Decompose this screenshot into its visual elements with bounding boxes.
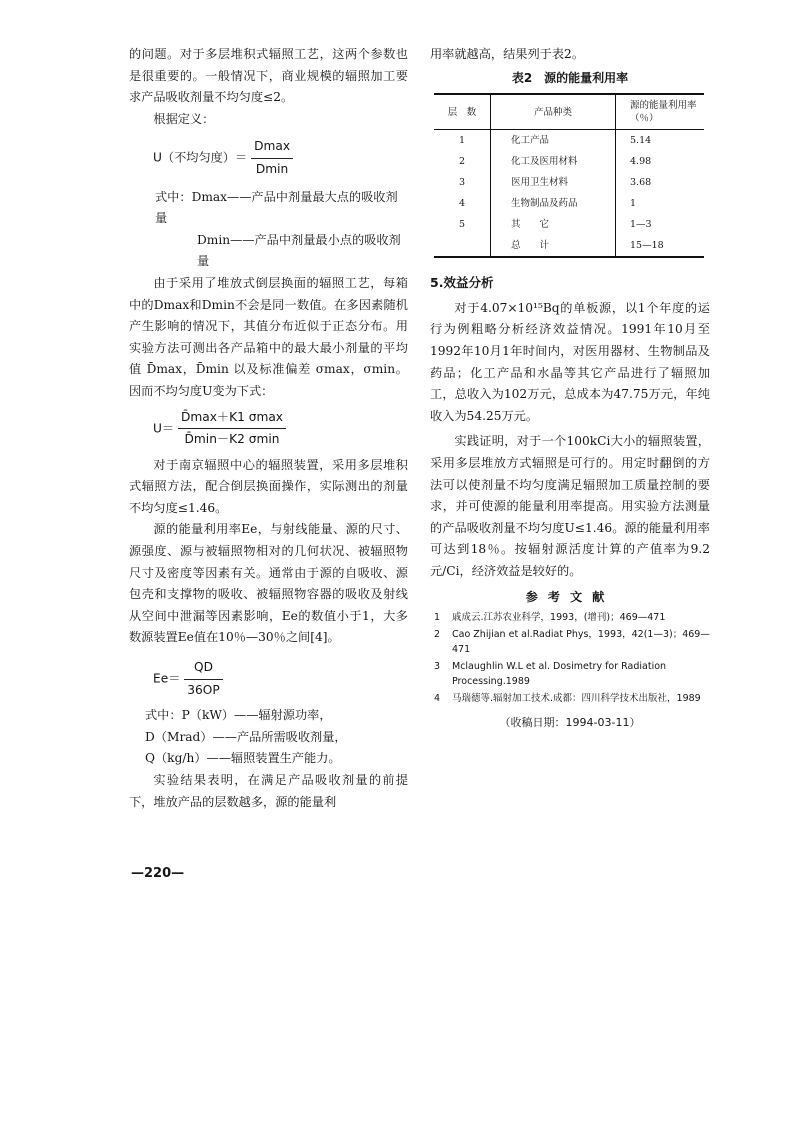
where-2-intro: 式中：: [145, 708, 182, 723]
left-paragraph-4: 对于南京辐照中心的辐照装置，采用多层堆积式辐照方法，配合倒层换面操作，实际测出的剂量不均匀度≤1.46。: [129, 457, 408, 515]
formula-3-denominator: 36OP: [187, 682, 220, 697]
table-cell: [491, 193, 616, 214]
right-paragraph-2: 对于4.07×10¹⁵Bq的单板源，以1个年度的运行为例粗略分析经济效益情况。1991年10月至1992年10月1年时间内，对医用器材、生物制品及药品；化工产品和水晶等其它产品进行了辐照加工，总收入为102万元，总成本为47.75万元，年纯收入为54.25万元。: [430, 300, 710, 423]
received-date: （收稿日期：1994-03-11）: [499, 716, 641, 730]
where-2-item-2: D（Mrad）——产品所需吸收剂量，: [145, 729, 347, 744]
where-2-item-1: P（kW）——辐射源功率，: [181, 708, 332, 723]
references-list: [430, 610, 710, 706]
table-cell-text: 医用卫生材料: [511, 177, 569, 189]
table-row: [434, 235, 704, 257]
formula-2-fraction: [178, 407, 286, 451]
reference-text: 戚成云.江苏农业科学，1993，(增刊)；469—471: [452, 612, 666, 624]
table-cell: 3.68: [630, 177, 652, 189]
table-cell: [491, 172, 616, 193]
table-cell-text: 生物制品及药品: [511, 198, 578, 210]
table-cell: 15—18: [616, 235, 705, 257]
table-cell-text: 总 计: [511, 240, 550, 252]
reference-text: Cao Zhijian et al.Radiat Phys，1993，42(1—3)；469—471: [452, 629, 710, 656]
table-cell: [491, 214, 616, 235]
formula-3-numerator: QD: [184, 657, 222, 680]
reference-item: [430, 691, 710, 706]
page-number: —220—: [131, 866, 185, 881]
reference-text: Mclaughlin W.L et al. Dosimetry for Radiation Processing.1989: [452, 661, 667, 688]
table-header-layers: 层 数: [434, 94, 491, 130]
left-paragraph-2: 根据定义：: [153, 111, 215, 126]
right-paragraph-3: 实践证明，对于一个100kCi大小的辐照装置，采用多层堆放方式辐照是可行的。用定时翻倒的方法可以使剂量不均匀度满足辐照加工质量控制的要求，并可使源的能量利用率提高。用实验方法测量的产品吸收剂量不均匀度U≤1.46。源的能量利用率可达到18％。按辐射源活度计算的产值率为9.2元/Ci，经济效益是较好的。: [430, 434, 710, 578]
reference-item: [430, 659, 710, 689]
references-title: 参考文献: [525, 589, 615, 604]
formula-2-numerator: D̄max＋K1 σmax: [178, 407, 286, 430]
table-header-row: [434, 94, 704, 130]
formula-2-lhs: U＝: [153, 421, 175, 436]
table-cell: [491, 130, 616, 152]
formula-1-denominator: Dmin: [255, 161, 289, 176]
reference-number: 4: [434, 693, 441, 705]
reference-item: [430, 627, 710, 657]
table-row: [434, 172, 704, 193]
right-column: [430, 44, 710, 734]
reference-number: 1: [434, 612, 441, 624]
table-cell: 1: [630, 198, 637, 210]
table-row: [434, 130, 704, 152]
table-cell: 1—3: [630, 219, 652, 231]
reference-number: 3: [434, 661, 441, 673]
table-row: [434, 151, 704, 172]
where-block-2: [129, 705, 408, 770]
where-1-intro: 式中：: [155, 189, 192, 204]
reference-number: 2: [434, 629, 441, 641]
table-row: [434, 214, 704, 235]
table-cell: 5: [458, 219, 466, 231]
section-title: 5.效益分析: [430, 275, 494, 291]
formula-3-fraction: [184, 657, 222, 701]
table-cell: [491, 235, 616, 257]
reference-text: 马瑞德等.辐射加工技术.成都：四川科学技术出版社，1989: [452, 693, 701, 705]
where-block-1: [129, 187, 408, 273]
formula-nonuniformity: [153, 136, 408, 180]
formula-3-lhs: Ee＝: [153, 671, 181, 686]
table-cell-text: 化工及医用材料: [511, 156, 578, 168]
table-cell: 4: [458, 198, 466, 210]
energy-efficiency-table: [434, 93, 704, 258]
table-cell: 4.98: [630, 156, 652, 168]
formula-1-lhs: U（不均匀度）＝: [153, 150, 248, 165]
left-column: [129, 44, 408, 813]
formula-2-denominator: D̄min－K2 σmin: [184, 432, 280, 447]
left-paragraph-3: 由于采用了堆放式倒层换面的辐照工艺，每箱中的Dmax和Dmin不会是同一数值。在多因素随机产生影响的情况下，其值分布近似于正态分布。用实验方法可测出各产品箱中的最大最小剂量的平均值 D̄max，D̄min 以及标准偏差 σmax，σmin。因而不均匀度U变为下式：: [129, 275, 408, 398]
table-cell: 1: [458, 135, 466, 147]
table-header-efficiency: 源的能量利用率（％）: [616, 94, 705, 130]
right-paragraph-1: 用率就越高，结果列于表2。: [430, 47, 585, 61]
formula-nonuniformity-statistical: [153, 407, 408, 451]
table-cell: [434, 235, 491, 257]
where-2-item-3: Q（kg/h）——辐照装置生产能力。: [145, 751, 341, 766]
table-cell-text: 化工产品: [511, 135, 550, 147]
table-cell: 2: [458, 156, 466, 168]
table-header-product: 产品种类: [491, 94, 616, 130]
table-cell: 5.14: [630, 135, 652, 147]
left-paragraph-5: 源的能量利用率Ee，与射线能量、源的尺寸、源强度、源与被辐照物相对的几何状况、被辐照物尺寸及密度等因素有关。通常由于源的自吸收、源包壳和支撑物的吸收、被辐照物容器的吸收及射线从空间中泄漏等因素影响，Ee的数值小于1，大多数源装置Ee值在10％—30％之间[4]。: [129, 522, 408, 645]
table-row: [434, 193, 704, 214]
table-cell: [491, 151, 616, 172]
table-cell-text: 其 它: [511, 219, 550, 231]
formula-1-fraction: [251, 136, 293, 180]
left-paragraph-1: 的问题。对于多层堆积式辐照工艺，这两个参数也是很重要的。一般情况下，商业规模的辐照加工要求产品吸收剂量不均匀度≤2。: [129, 47, 408, 105]
table-cell: 3: [458, 177, 466, 189]
where-1-item-1: Dmax——产品中剂量最大点的吸收剂量: [155, 189, 398, 226]
left-paragraph-6: 实验结果表明，在满足产品吸收剂量的前提下，堆放产品的层数越多，源的能量利: [129, 773, 408, 809]
table-caption: 表2 源的能量利用率: [511, 70, 629, 85]
reference-item: [430, 610, 710, 625]
formula-1-numerator: Dmax: [251, 136, 293, 159]
formula-energy-efficiency: [153, 657, 408, 701]
where-1-item-2: Dmin——产品中剂量最小点的吸收剂量: [197, 232, 401, 269]
